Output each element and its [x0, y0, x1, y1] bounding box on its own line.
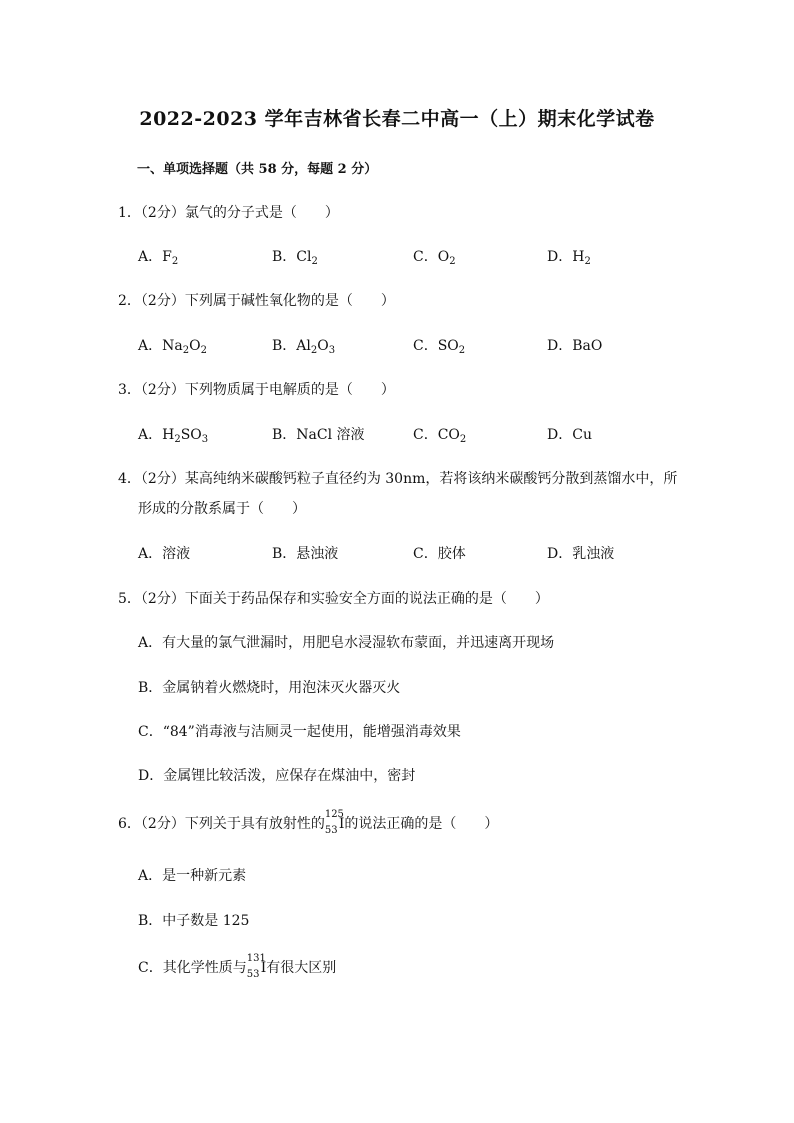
isotope-i125: 125 53 — [324, 809, 344, 836]
q1-option-b: B．$Cl_2$ — [272, 249, 318, 267]
q2-option-b: B．$Al_2O_3$ — [272, 338, 336, 356]
q4-option-d: D．乳浊液 — [547, 546, 615, 562]
question-3-stem: 3．（2分）下列物质属于电解质的是（ ） — [118, 382, 395, 398]
q3-option-c: C．$CO_2$ — [413, 427, 467, 445]
q6-option-a: A．是一种新元素 — [138, 868, 247, 884]
isotope-i131: 131 53 — [246, 953, 266, 980]
q5-option-b: B．金属钠着火燃烧时，用泡沫灭火器灭火 — [138, 680, 401, 696]
question-2-options — [138, 336, 678, 356]
q3-option-d: D．Cu — [547, 427, 592, 443]
section-heading: 一、单项选择题（共 58 分，每题 2 分） — [137, 162, 378, 177]
q2-option-c: C．$SO_2$ — [413, 338, 466, 356]
q5-option-a: A．有大量的氯气泄漏时，用肥皂水浸湿软布蒙面，并迅速离开现场 — [138, 635, 555, 651]
q5-option-c: C．“84”消毒液与洁厕灵一起使用，能增强消毒效果 — [138, 724, 461, 740]
exam-title: 2022-2023 学年吉林省长春二中高一（上）期末化学试卷 — [139, 108, 655, 130]
q4-option-a: A．溶液 — [138, 546, 191, 562]
q3-option-b: B．NaCl 溶液 — [272, 427, 365, 443]
question-4-stem-line1: 4．（2分）某高纯纳米碳酸钙粒子直径约为 30nm，若将该纳米碳酸钙分散到蒸馏水中，所 — [118, 471, 678, 487]
q4-option-c: C．胶体 — [413, 546, 466, 562]
question-2-stem: 2．（2分）下列属于碱性氧化物的是（ ） — [118, 293, 395, 309]
question-1-stem: 1．（2分）氯气的分子式是（ ） — [118, 205, 339, 221]
q1-option-c: C．$O_2$ — [413, 249, 456, 267]
q4-option-b: B．悬浊液 — [272, 546, 339, 562]
question-3-options — [138, 425, 678, 445]
question-1-options — [138, 247, 678, 267]
question-4-stem-line2: 形成的分散系属于（ ） — [138, 501, 306, 517]
q5-option-d: D．金属锂比较活泼，应保存在煤油中，密封 — [138, 768, 416, 784]
question-6-stem: 6．（2分）下列关于具有放射性的 125 53 I的说法正确的是（ ） — [118, 809, 499, 836]
q6-option-b: B．中子数是 125 — [138, 913, 250, 929]
question-5-stem: 5．（2分）下面关于药品保存和实验安全方面的说法正确的是（ ） — [118, 591, 549, 607]
q1-option-d: D．$H_2$ — [547, 249, 591, 267]
question-4-options — [138, 544, 678, 564]
q1-option-a: A．$F_2$ — [138, 249, 179, 267]
q2-option-a: A．$Na_2O_2$ — [138, 338, 207, 356]
q2-option-d: D．BaO — [547, 338, 603, 354]
q6-option-c: C．其化学性质与 131 53 I有很大区别 — [138, 953, 337, 980]
q3-option-a: A．$H_2SO_3$ — [138, 427, 209, 445]
